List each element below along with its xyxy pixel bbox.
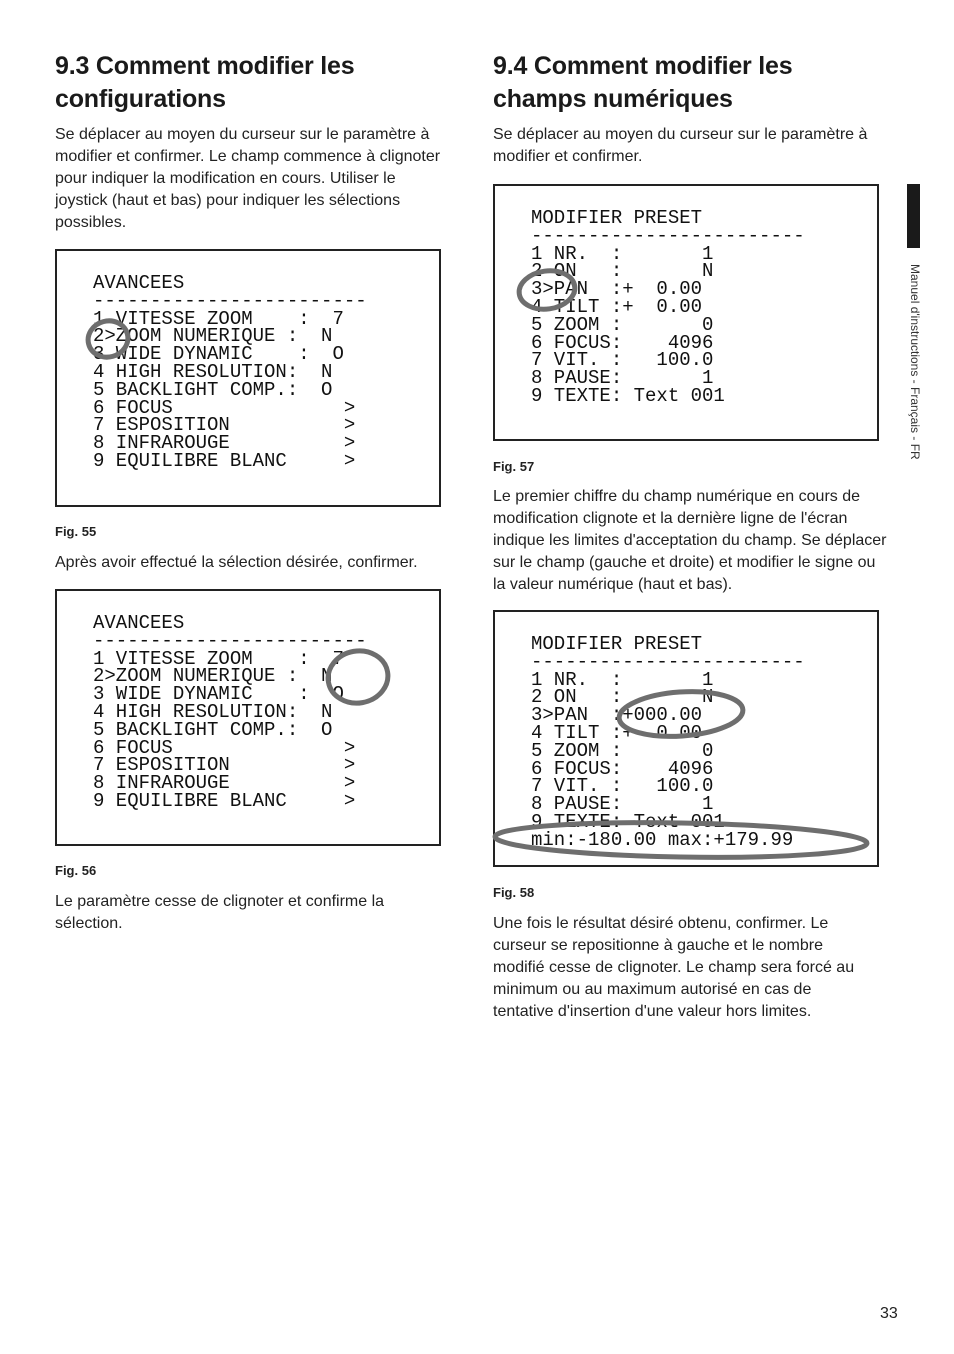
section-9-4 — [493, 50, 888, 168]
section-title-9-3: 9.3 Comment modifier les configurations — [55, 52, 355, 113]
section-title-9-4: 9.4 Comment modifier les champs numériques — [493, 52, 793, 113]
fig57-screen-text: MODIFIER PRESET ------------------------ 1 NR. : 1 2 ON : N 3>PAN :+ 0.00 4 TILT :+ 0.00 5 ZOOM : 0 6 FOCUS: 4096 7 VIT. : 100.0 8 PAUSE: 1 9 TEXTE: Text 001 — [531, 207, 805, 407]
fig57-screen — [493, 184, 879, 441]
fig56-screen — [55, 589, 441, 846]
fig56-screen-text: AVANCEES ------------------------ 1 VITESSE ZOOM : 7 2>ZOOM NUMERIQUE : N 3 WIDE DYNAMIC : O 4 HIGH RESOLUTION: N 5 BACKLIGHT COMP.: O 6 FOCUS > 7 ESPOSITION > 8 INFRAROUGE > 9 EQUILIBRE BLANC > — [93, 612, 367, 812]
page-number: 33 — [880, 1305, 898, 1322]
fig58-screen-text: MODIFIER PRESET ------------------------ 1 NR. : 1 2 ON : N 3>PAN :+000.00 4 TILT :+ 0.00 5 ZOOM : 0 6 FOCUS: 4096 7 VIT. : 100.0 8 PAUSE: 1 9 TEXTE: Text 001 min:-180.00 max:+179.99 — [531, 633, 805, 851]
fig55-screen-text: AVANCEES ------------------------ 1 VITESSE ZOOM : 7 2>ZOOM NUMERIQUE : N 3 WIDE DYNAMIC : O 4 HIGH RESOLUTION: N 5 BACKLIGHT COMP.: O 6 FOCUS > 7 ESPOSITION > 8 INFRAROUGE > 9 EQUILIBRE BLANC > — [93, 272, 367, 472]
after-fig56-text: Le paramètre cesse de clignoter et confirme la sélection. — [55, 893, 385, 932]
after-fig55-text: Après avoir effectué la sélection désirée, confirmer. — [55, 554, 418, 571]
fig56-label: Fig. 56 — [55, 863, 97, 878]
fig57-label: Fig. 57 — [493, 459, 535, 474]
after-fig58-text: Une fois le résultat désiré obtenu, confirmer. Le curseur se repositionne à gauche et le nombre modifié cesse de clignoter. Le champ sera forcé au minimum ou au maximum autorisé en cas de tentative d'insertion d'une valeur hors limites. — [493, 915, 855, 1020]
after-fig57-text: Le premier chiffre du champ numérique en cours de modification clignote et la dernière ligne de l'écran indique les limites d'acceptation du champ. Se déplacer sur le champ (gauche et droite) et modifier le signe ou la valeur numérique (haut et bas). — [493, 488, 887, 593]
fig55-screen — [55, 249, 441, 507]
section-9-3-intro: Se déplacer au moyen du curseur sur le paramètre à modifier et confirmer. Le champ commence à clignoter pour indiquer la modification en cours. Utiliser le joystick (haut et bas) pour indiquer les sélections possibles. — [55, 126, 441, 231]
section-9-3 — [55, 50, 445, 234]
sidebar-manual-label: Manuel d'instructions - Français - FR — [908, 264, 922, 460]
fig58-label: Fig. 58 — [493, 885, 535, 900]
fig58-screen — [493, 610, 879, 867]
side-tab-marker — [907, 184, 920, 248]
fig55-label: Fig. 55 — [55, 524, 97, 539]
section-9-4-intro: Se déplacer au moyen du curseur sur le paramètre à modifier et confirmer. — [493, 126, 868, 165]
